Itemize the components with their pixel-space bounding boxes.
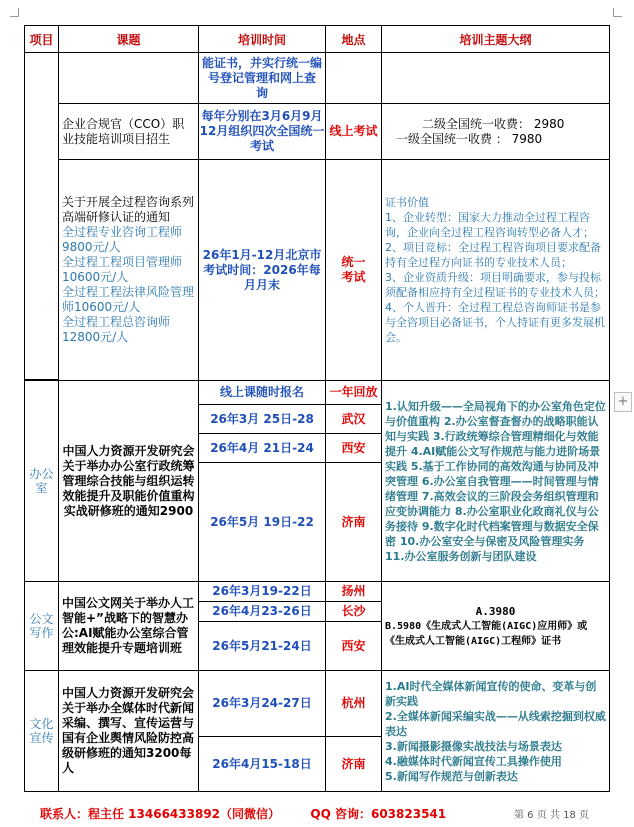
row0-location	[325, 52, 382, 104]
office-session-location: 武汉	[325, 404, 382, 434]
office-session-time: 26年4月 21日-24	[198, 433, 326, 463]
culture-course	[58, 670, 199, 792]
cco-location: 线上考试	[325, 103, 382, 160]
consult-location-text: 统一考试	[341, 255, 366, 284]
footer-page-number: 第 6 页 共 18 页	[514, 810, 589, 821]
writing-session-time: 26年4月23-26日	[198, 601, 326, 622]
corner-mark-top-right	[613, 8, 622, 17]
header-time: 培训时间	[198, 25, 326, 53]
writing-category-text: 公文写作	[29, 612, 54, 640]
consult-outline-line: 证书价值	[385, 196, 429, 209]
cco-fees	[381, 103, 610, 160]
row0-time-line: 号登记管理和网上查	[207, 70, 316, 85]
cco-time-text: 每年分别在3月6月9月12月组织四次全国统一考试	[199, 109, 325, 153]
office-outline-text: 1.认知升级——全局视角下的办公室角色定位与价值重构 2.办公室督查督办的战略职能认知与实践 3.行政统筹综合管理精细化与效能提升 4.AI赋能公文写作规范与能力进阶场景实践 5.基于工作协同的高效沟通与协同及冲突管理 6.办公室自我管理——时间管理与情绪管理 7.高效会议的三阶段会务组织管理和应变协调能力 8.办公室职业化政商礼仪与公务接待 9.数字化时代档案管理与数据安全保密 10.办公室安全与保密及风险管理实务 11.办公室服务创新与团队建设	[385, 399, 606, 563]
culture-outline-line: 5.新闻写作规范与创新表达	[385, 769, 518, 783]
office-session-time: 线上课随时报名	[198, 380, 326, 405]
office-session-location: 济南	[325, 462, 382, 582]
cco-fee-level1: 一级全国统一收费 ： 7980	[396, 131, 543, 146]
culture-category	[24, 670, 59, 792]
office-session-location: 一年回放	[325, 380, 382, 405]
office-course-text: 中国人力资源开发研究会关于举办办公室行政统筹管理综合技能与组织运转效能提升及职能价值重构实战研修班的通知2900	[62, 443, 195, 518]
writing-session-time: 26年5月21-24日	[198, 621, 326, 671]
consult-course-item: 全过程工程法律风险管理师10600元/人	[62, 285, 195, 314]
header-location: 地点	[325, 25, 382, 53]
consult-outline-line: 3、企业资质升级：项目明确要求，参与投标须配备相应持有全过程证书的专业技术人员；	[385, 271, 605, 299]
culture-session-location: 杭州	[325, 670, 382, 737]
office-session-time: 26年5月 19日-22	[198, 462, 326, 582]
culture-session-time: 26年4月15-18日	[198, 736, 326, 792]
writing-session-location: 扬州	[325, 581, 382, 602]
row0-time-line: 询	[255, 85, 268, 100]
office-course	[58, 380, 199, 582]
header-project: 项目	[24, 25, 59, 53]
cco-time	[198, 103, 326, 160]
writing-session-location: 西安	[325, 621, 382, 671]
writing-course	[58, 581, 199, 671]
row0-outline	[381, 52, 610, 104]
cco-fee-level2: 二级全国统一收费： 2980	[422, 116, 565, 131]
office-category	[24, 380, 59, 582]
writing-session-location: 长沙	[325, 601, 382, 622]
office-outline	[381, 380, 610, 582]
row0-time-line: 能证书，并实行统一编	[201, 55, 322, 70]
culture-category-text: 文化宣传	[29, 717, 54, 745]
header-outline: 培训主题大纲	[381, 25, 610, 53]
culture-outline	[381, 670, 610, 792]
footer-qq: QQ 咨询：603823541	[310, 807, 447, 821]
consult-course-item: 全过程工程总咨询师12800元/人	[62, 315, 171, 344]
consult-time	[198, 159, 326, 381]
consult-course-title: 关于开展全过程咨询系列高端研修认证的通知	[62, 195, 195, 224]
consult-course-item: 全过程专业咨询工程师9800元/人	[62, 225, 183, 254]
office-session-location: 西安	[325, 433, 382, 463]
project-cell-empty	[24, 52, 59, 380]
corner-mark-top-left	[10, 8, 19, 17]
footer-contact-person: 联系人：程主任 13466433892（同微信）	[40, 807, 281, 821]
footer-contact	[40, 805, 446, 822]
row0-course	[58, 52, 199, 104]
office-session-time: 26年3月 25日-28	[198, 404, 326, 434]
cco-course-text: 企业合规官（CCO）职业技能培训项目招生	[62, 116, 185, 146]
writing-fee: A.3980	[475, 604, 516, 618]
consult-course-item: 全过程工程项目管理师10600元/人	[62, 255, 183, 284]
row0-time	[198, 52, 326, 104]
writing-session-time: 26年3月19-22日	[198, 581, 326, 602]
consult-course	[58, 159, 199, 381]
consult-outline-line: 2、项目竞标：全过程工程咨询项目要求配备持有全过程方向证书的专业技术人员；	[385, 241, 601, 269]
consult-outline	[381, 159, 610, 381]
culture-session-time: 26年3月24-27日	[198, 670, 326, 737]
writing-course-text: 中国公文网关于举办人工智能+”战略下的智慧办公:AI赋能办公室综合管理效能提升专题培训班	[62, 596, 195, 655]
consult-time-text: 26年1月-12月北京市考试时间：2026年每月月末	[202, 247, 322, 292]
consult-outline-line: 1、企业转型：国家大力推动全过程工程咨询，企业向全过程工程咨询转型必备人才；	[385, 211, 594, 239]
writing-outline	[381, 581, 610, 671]
header-course: 课题	[58, 25, 199, 53]
culture-outline-line: 2.全媒体新闻采编实战——从线索挖掘到权威表达	[385, 709, 606, 738]
writing-category	[24, 581, 59, 671]
cco-course	[58, 103, 199, 160]
consult-outline-line: 4、个人晋升：全过程工程总咨询师证书是参与全咨项目必备证书，个人持证有更多发展机会。	[385, 301, 605, 344]
consult-location	[325, 159, 382, 381]
office-category-text: 办公室	[29, 467, 54, 495]
add-icon[interactable]: +	[614, 392, 632, 412]
culture-course-text: 中国人力资源开发研究会关于举办全媒体时代新闻采编、撰写、宣传运营与国有企业舆情风险防控高级研修班的通知3200每人	[62, 686, 195, 775]
culture-outline-line: 3.新闻摄影摄像实战技法与场景表达	[385, 739, 562, 753]
culture-session-location: 济南	[325, 736, 382, 792]
culture-outline-line: 1.AI时代全媒体新闻宣传的使命、变革与创新实践	[385, 679, 597, 708]
culture-outline-line: 4.融媒体时代新闻宣传工具操作使用	[385, 754, 562, 768]
writing-certificate: B.5980《生成式人工智能(AIGC)应用师》或《生成式人工智能(AIGC)工程师》证书	[385, 620, 588, 647]
